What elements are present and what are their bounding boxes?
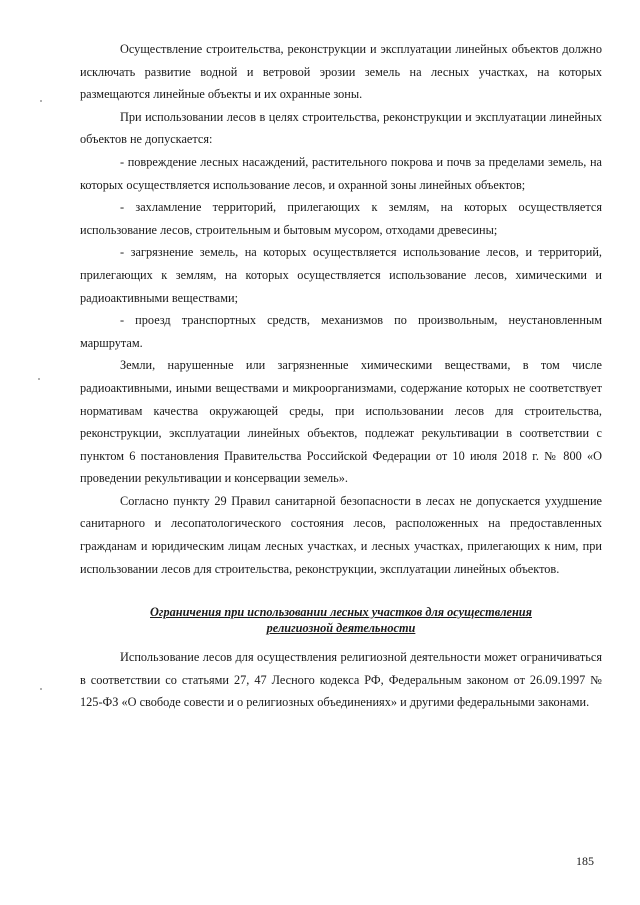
section-heading-line: религиозной деятельности bbox=[266, 621, 416, 636]
page-number: 185 bbox=[576, 854, 594, 868]
paragraph: Осуществление строительства, реконструкции и эксплуатации линейных объектов должно исключать развитие водной и ветровой эрозии земель на лесных участках, на которых размещаются линейные объекты и их охранные зоны. bbox=[80, 42, 602, 102]
scan-speck bbox=[38, 378, 40, 380]
section-heading bbox=[80, 604, 602, 636]
list-item: - проезд транспортных средств, механизмов по произвольным, неустановленным маршрутам. bbox=[80, 313, 602, 350]
paragraph: Согласно пункту 29 Правил санитарной безопасности в лесах не допускается ухудшение санитарного и лесопатологического состояния лесов, расположенных на предоставленных гражданам и юридическим лицам лесных участках, и лесных участках, прилегающих к ним, при использовании лесов для строительства, реконструкции, эксплуатации линейных объектов. bbox=[80, 493, 602, 576]
list-item: - загрязнение земель, на которых осуществляется использование лесов, и территорий, прилегающих к землям, на которых осуществляется использование лесов, химическими и радиоактивными веществами; bbox=[80, 245, 602, 305]
document-page bbox=[80, 38, 602, 714]
scan-speck bbox=[40, 100, 42, 102]
scan-speck bbox=[40, 688, 42, 690]
section-heading-line: Ограничения при использовании лесных участков для осуществления bbox=[150, 605, 532, 620]
paragraph: При использовании лесов в целях строительства, реконструкции и эксплуатации линейных объектов не допускается: bbox=[80, 109, 602, 147]
list-item: - захламление территорий, прилегающих к землям, на которых осуществляется использование лесов, строительным и бытовым мусором, отходами древесины; bbox=[80, 200, 602, 237]
paragraph: Использование лесов для осуществления религиозной деятельности может ограничиваться в соответствии со статьями 27, 47 Лесного кодекса РФ, Федеральным законом от 26.09.1997 № 125-ФЗ «О свободе совести и о религиозных объединениях» и другими федеральными законами. bbox=[80, 650, 602, 710]
paragraph: Земли, нарушенные или загрязненные химическими веществами, в том числе радиоактивными, иными веществами и микроорганизмами, содержание которых не соответствует нормативам качества окружающей среды, при использовании лесов для строительства, реконструкции, эксплуатации линейных объектов, подлежат рекультивации в соответствии с пунктом 6 постановления Правительства Российской Федерации от 10 июля 2018 г. № 800 «О проведении рекультивации и консервации земель». bbox=[80, 358, 602, 486]
list-item: - повреждение лесных насаждений, растительного покрова и почв за пределами земель, на которых осуществляется использование лесов, и охранной зоны линейных объектов; bbox=[80, 154, 602, 192]
